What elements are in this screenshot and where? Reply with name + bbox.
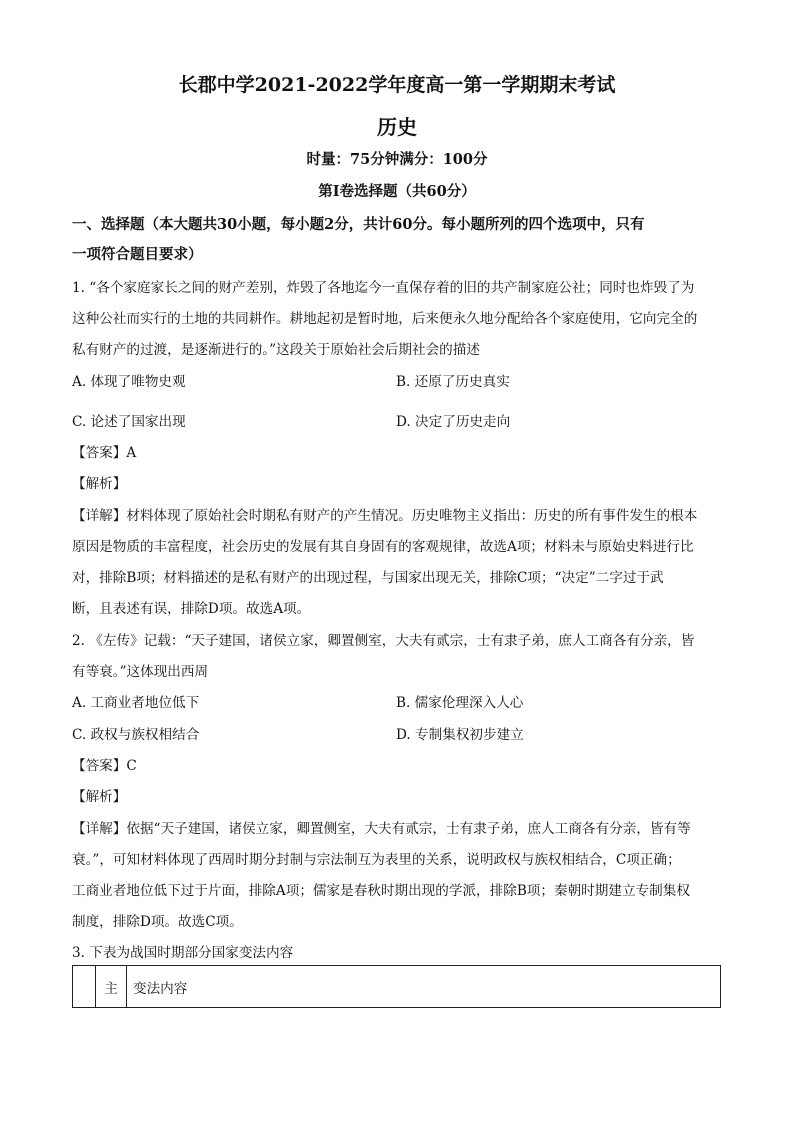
q1-answer: 【答案】A [72, 445, 137, 461]
q1-option-d: D. 决定了历史走向 [396, 414, 511, 430]
q2-option-c: C. 政权与族权相结合 [72, 727, 200, 743]
q1-option-b: B. 还原了历史真实 [396, 374, 510, 390]
table-row [73, 966, 721, 1008]
table-header-cell [73, 966, 96, 1008]
subject-title: 历史 [377, 115, 417, 139]
section-heading-line1: 一、选择题（本大题共30小题，每小题2分，共计60分。每小题所列的四个选项中，只有 [72, 216, 645, 233]
q3-stem-line1: 3. 下表为战国时期部分国家变法内容 [72, 945, 294, 961]
table-header-cell: 主 [96, 966, 127, 1008]
q1-stem-line3: 私有财产的过渡，是逐渐进行的。”这段关于原始社会后期社会的描述 [72, 342, 480, 358]
q1-detail-line2: 原因是物质的丰富程度，社会历史的发展有其自身固有的客观规律，故选A项；材料未与原始史料进行比 [72, 539, 694, 555]
q2-stem-line2: 有等衰。”这体现出西周 [72, 664, 209, 680]
q2-detail-line1: 【详解】依据“天子建国，诸侯立家，卿置侧室，大夫有贰宗，士有隶子弟，庶人工商各有分亲，皆有等 [72, 821, 691, 837]
table-header-cell: 变法内容 [127, 966, 721, 1008]
q1-option-a: A. 体现了唯物史观 [72, 374, 186, 390]
section-heading-line2: 一项符合题目要求） [72, 246, 203, 263]
time-score-line: 时量：75分钟满分：100分 [306, 151, 488, 168]
q1-detail-line3: 对，排除B项；材料描述的是私有财产的出现过程，与国家出现无关，排除C项；“决定”二字过于武 [72, 570, 664, 586]
q2-detail-line3: 工商业者地位低下过于片面，排除A项；儒家是春秋时期出现的学派，排除B项；秦朝时期建立专制集权 [72, 883, 690, 899]
q2-option-d: D. 专制集权初步建立 [396, 727, 524, 743]
q2-analysis-label: 【解析】 [72, 789, 127, 805]
q2-answer: 【答案】C [72, 758, 137, 774]
exam-title: 长郡中学2021-2022学年度高一第一学期期末考试 [178, 74, 616, 96]
q2-stem-line1: 2. 《左传》记载：“天子建国，诸侯立家，卿置侧室，大夫有贰宗，士有隶子弟，庶人工商各有分亲，皆 [72, 633, 695, 649]
q2-detail-line4: 制度，排除D项。故选C项。 [72, 914, 243, 930]
q1-analysis-label: 【解析】 [72, 476, 127, 492]
part-heading: 第Ⅰ卷选择题（共60分） [318, 183, 476, 200]
q2-option-b: B. 儒家伦理深入人心 [396, 695, 524, 711]
q2-detail-line2: 衰。”，可知材料体现了西周时期分封制与宗法制互为表里的关系，说明政权与族权相结合，C项正确； [72, 852, 681, 868]
q1-detail-line4: 断，且表述有误，排除D项。故选A项。 [72, 601, 311, 617]
q1-option-c: C. 论述了国家出现 [72, 414, 186, 430]
q2-option-a: A. 工商业者地位低下 [72, 695, 200, 711]
q1-stem-line2: 这种公社而实行的土地的共同耕作。耕地起初是暂时地，后来便永久地分配给各个家庭使用，它向完全的 [72, 311, 698, 327]
q1-stem-line1: 1. “各个家庭家长之间的财产差别，炸毁了各地迄今一直保存着的旧的共产制家庭公社；同时也炸毁了为 [72, 280, 695, 296]
q3-reform-table [72, 965, 721, 1008]
q1-detail-line1: 【详解】材料体现了原始社会时期私有财产的产生情况。历史唯物主义指出：历史的所有事件发生的根本 [72, 508, 698, 524]
